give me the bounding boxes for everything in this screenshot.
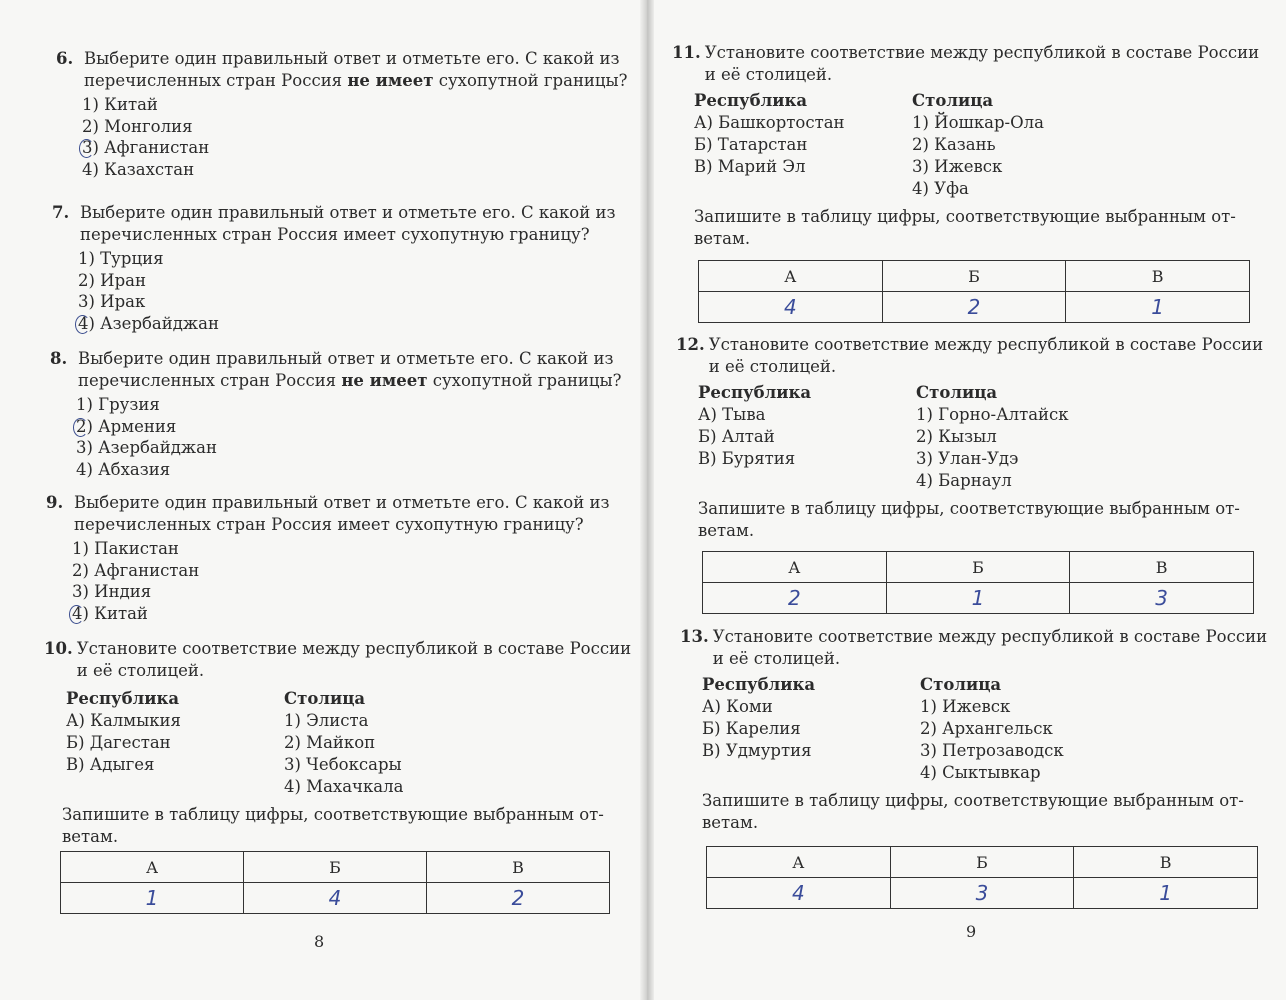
question-text: Выберите один правильный ответ и отметьте его. С какой из — [78, 349, 614, 368]
list-item: Б) Дагестан — [66, 733, 171, 752]
list-item: 3) Петрозаводск — [920, 741, 1064, 760]
question-text-line2: перечисленных стран Россия имеет сухопутную границу? — [80, 225, 590, 244]
answer-cell[interactable]: 3 — [1070, 583, 1254, 614]
answer-cell[interactable]: 1 — [1074, 878, 1258, 909]
table-header: В — [1074, 847, 1258, 878]
list-item: Б) Татарстан — [694, 135, 808, 154]
answer-option[interactable]: 1) Турция — [78, 249, 164, 268]
column-header: Республика — [694, 91, 808, 110]
answer-option-selected[interactable]: 4) Азербайджан — [78, 313, 636, 335]
instruction-text: Запишите в таблицу цифры, соответствующие выбранным от- — [694, 207, 1236, 226]
question-text: Выберите один правильный ответ и отметьте его. С какой из — [74, 493, 610, 512]
answer-option-selected[interactable]: 4) Китай — [72, 603, 636, 625]
answer-table-12 — [702, 551, 1254, 614]
question-number: 8. — [50, 349, 68, 368]
table-header: Б — [890, 847, 1074, 878]
list-item: 3) Чебоксары — [284, 755, 402, 774]
instruction-text: Запишите в таблицу цифры, соответствующие выбранным от- — [702, 791, 1244, 810]
republic-column — [694, 90, 912, 200]
page-number: 8 — [314, 932, 325, 951]
column-header: Столица — [284, 689, 366, 708]
question-number: 13. — [680, 627, 709, 646]
list-item: 2) Казань — [912, 135, 996, 154]
list-item: 4) Барнаул — [916, 471, 1012, 490]
list-item: 4) Сыктывкар — [920, 763, 1041, 782]
republic-column — [698, 382, 916, 492]
answer-cell[interactable]: 1 — [61, 883, 244, 914]
table-header: В — [1066, 261, 1250, 292]
list-item: 2) Кызыл — [916, 427, 997, 446]
column-header: Столица — [912, 91, 994, 110]
answer-table-10 — [60, 851, 610, 914]
answer-option[interactable]: 2) Иран — [78, 270, 146, 290]
question-11 — [672, 42, 1272, 250]
question-text-line2: и её столицей. — [712, 649, 841, 668]
answer-option[interactable]: 4) Абхазия — [76, 459, 171, 479]
question-12 — [676, 334, 1276, 542]
instruction-text: Запишите в таблицу цифры, соответствующие выбранным от- — [698, 499, 1240, 518]
list-item: А) Башкортостан — [694, 113, 845, 132]
answer-option[interactable]: 2) Монголия — [82, 116, 193, 136]
capital-column — [284, 688, 502, 798]
answer-option[interactable]: 3) Азербайджан — [76, 438, 217, 457]
question-text: Установите соответствие между республикой в составе России — [712, 627, 1268, 646]
question-text-line2: перечисленных стран Россия имеет сухопутную границу? — [74, 515, 584, 534]
question-number: 10. — [44, 639, 73, 658]
answer-option-selected[interactable]: 3) Афганистан — [82, 137, 636, 159]
answer-option[interactable]: 4) Казахстан — [82, 159, 195, 179]
answer-option[interactable]: 1) Китай — [82, 95, 158, 114]
question-6 — [56, 48, 636, 180]
list-item: 2) Майкоп — [284, 733, 376, 752]
question-8 — [50, 348, 636, 480]
answer-cell[interactable]: 2 — [882, 292, 1066, 323]
list-item: А) Коми — [702, 697, 773, 716]
list-item: В) Бурятия — [698, 449, 796, 468]
republic-column — [702, 674, 920, 784]
list-item: А) Тыва — [698, 405, 766, 424]
answer-option[interactable]: 2) Афганистан — [72, 560, 200, 580]
list-item: 1) Йошкар-Ола — [912, 113, 1044, 132]
list-item: В) Удмуртия — [702, 741, 812, 760]
page-right — [654, 0, 1286, 1000]
table-header: В — [427, 852, 610, 883]
answer-cell[interactable]: 1 — [886, 583, 1070, 614]
instruction-text-line2: ветам. — [694, 229, 751, 248]
list-item: 1) Горно-Алтайск — [916, 405, 1069, 424]
question-text-line2: перечисленных стран Россия не имеет сухопутной границы? — [78, 371, 622, 390]
question-text-line2: и её столицей. — [704, 65, 833, 84]
question-text: Выберите один правильный ответ и отметьте его. С какой из — [84, 49, 620, 68]
column-header: Столица — [920, 675, 1002, 694]
column-header: Столица — [916, 383, 998, 402]
question-number: 6. — [56, 49, 74, 68]
capital-column — [916, 382, 1134, 492]
table-header: А — [699, 261, 883, 292]
answer-cell[interactable]: 2 — [427, 883, 610, 914]
answer-option-selected[interactable]: 2) Армения — [76, 416, 636, 438]
book-gutter — [640, 0, 654, 1000]
list-item: 1) Ижевск — [920, 697, 1011, 716]
question-number: 9. — [46, 493, 64, 512]
list-item: В) Адыгея — [66, 755, 155, 774]
question-13 — [680, 626, 1280, 834]
column-header: Республика — [702, 675, 816, 694]
answer-option[interactable]: 3) Ирак — [78, 292, 146, 311]
column-header: Республика — [66, 689, 180, 708]
question-7 — [52, 202, 636, 334]
instruction-text: Запишите в таблицу цифры, соответствующие выбранным от- — [62, 805, 604, 824]
question-number: 12. — [676, 335, 705, 354]
question-text: Установите соответствие между республикой в составе России — [704, 43, 1260, 62]
answer-cell[interactable]: 4 — [707, 878, 891, 909]
instruction-text-line2: ветам. — [62, 827, 119, 846]
list-item: В) Марий Эл — [694, 157, 806, 176]
answer-cell[interactable]: 4 — [699, 292, 883, 323]
list-item: Б) Алтай — [698, 427, 775, 446]
page-number: 9 — [966, 922, 977, 941]
list-item: 3) Улан-Удэ — [916, 449, 1019, 468]
answer-option[interactable]: 3) Индия — [72, 582, 152, 601]
answer-cell[interactable]: 2 — [703, 583, 887, 614]
question-text: Установите соответствие между республикой в составе России — [708, 335, 1264, 354]
republic-column — [66, 688, 284, 798]
answer-option[interactable]: 1) Грузия — [76, 395, 160, 414]
answer-table-13 — [706, 846, 1258, 909]
question-number: 11. — [672, 43, 701, 62]
question-9 — [46, 492, 636, 624]
capital-column — [912, 90, 1130, 200]
list-item: 3) Ижевск — [912, 157, 1003, 176]
list-item: А) Калмыкия — [66, 711, 181, 730]
table-header: Б — [886, 552, 1070, 583]
table-header: В — [1070, 552, 1254, 583]
list-item: Б) Карелия — [702, 719, 801, 738]
answer-option[interactable]: 1) Пакистан — [72, 539, 179, 558]
table-header: Б — [882, 261, 1066, 292]
capital-column — [920, 674, 1138, 784]
list-item: 1) Элиста — [284, 711, 369, 730]
question-text: Выберите один правильный ответ и отметьте его. С какой из — [80, 203, 616, 222]
table-header: А — [61, 852, 244, 883]
column-header: Республика — [698, 383, 812, 402]
table-header: А — [703, 552, 887, 583]
question-text-line2: и её столицей. — [76, 661, 205, 680]
question-text: Установите соответствие между республикой в составе России — [76, 639, 632, 658]
instruction-text-line2: ветам. — [702, 813, 759, 832]
list-item: 2) Архангельск — [920, 719, 1053, 738]
answer-table-11 — [698, 260, 1250, 323]
answer-cell[interactable]: 4 — [244, 883, 427, 914]
answer-cell[interactable]: 1 — [1066, 292, 1250, 323]
table-header: Б — [244, 852, 427, 883]
instruction-text-line2: ветам. — [698, 521, 755, 540]
answer-cell[interactable]: 3 — [890, 878, 1074, 909]
table-header: А — [707, 847, 891, 878]
question-10 — [44, 638, 636, 848]
page-left — [0, 0, 640, 1000]
question-number: 7. — [52, 203, 70, 222]
question-text-line2: и её столицей. — [708, 357, 837, 376]
list-item: 4) Махачкала — [284, 777, 404, 796]
list-item: 4) Уфа — [912, 179, 969, 198]
question-text-line2: перечисленных стран Россия не имеет сухопутной границы? — [84, 71, 628, 90]
